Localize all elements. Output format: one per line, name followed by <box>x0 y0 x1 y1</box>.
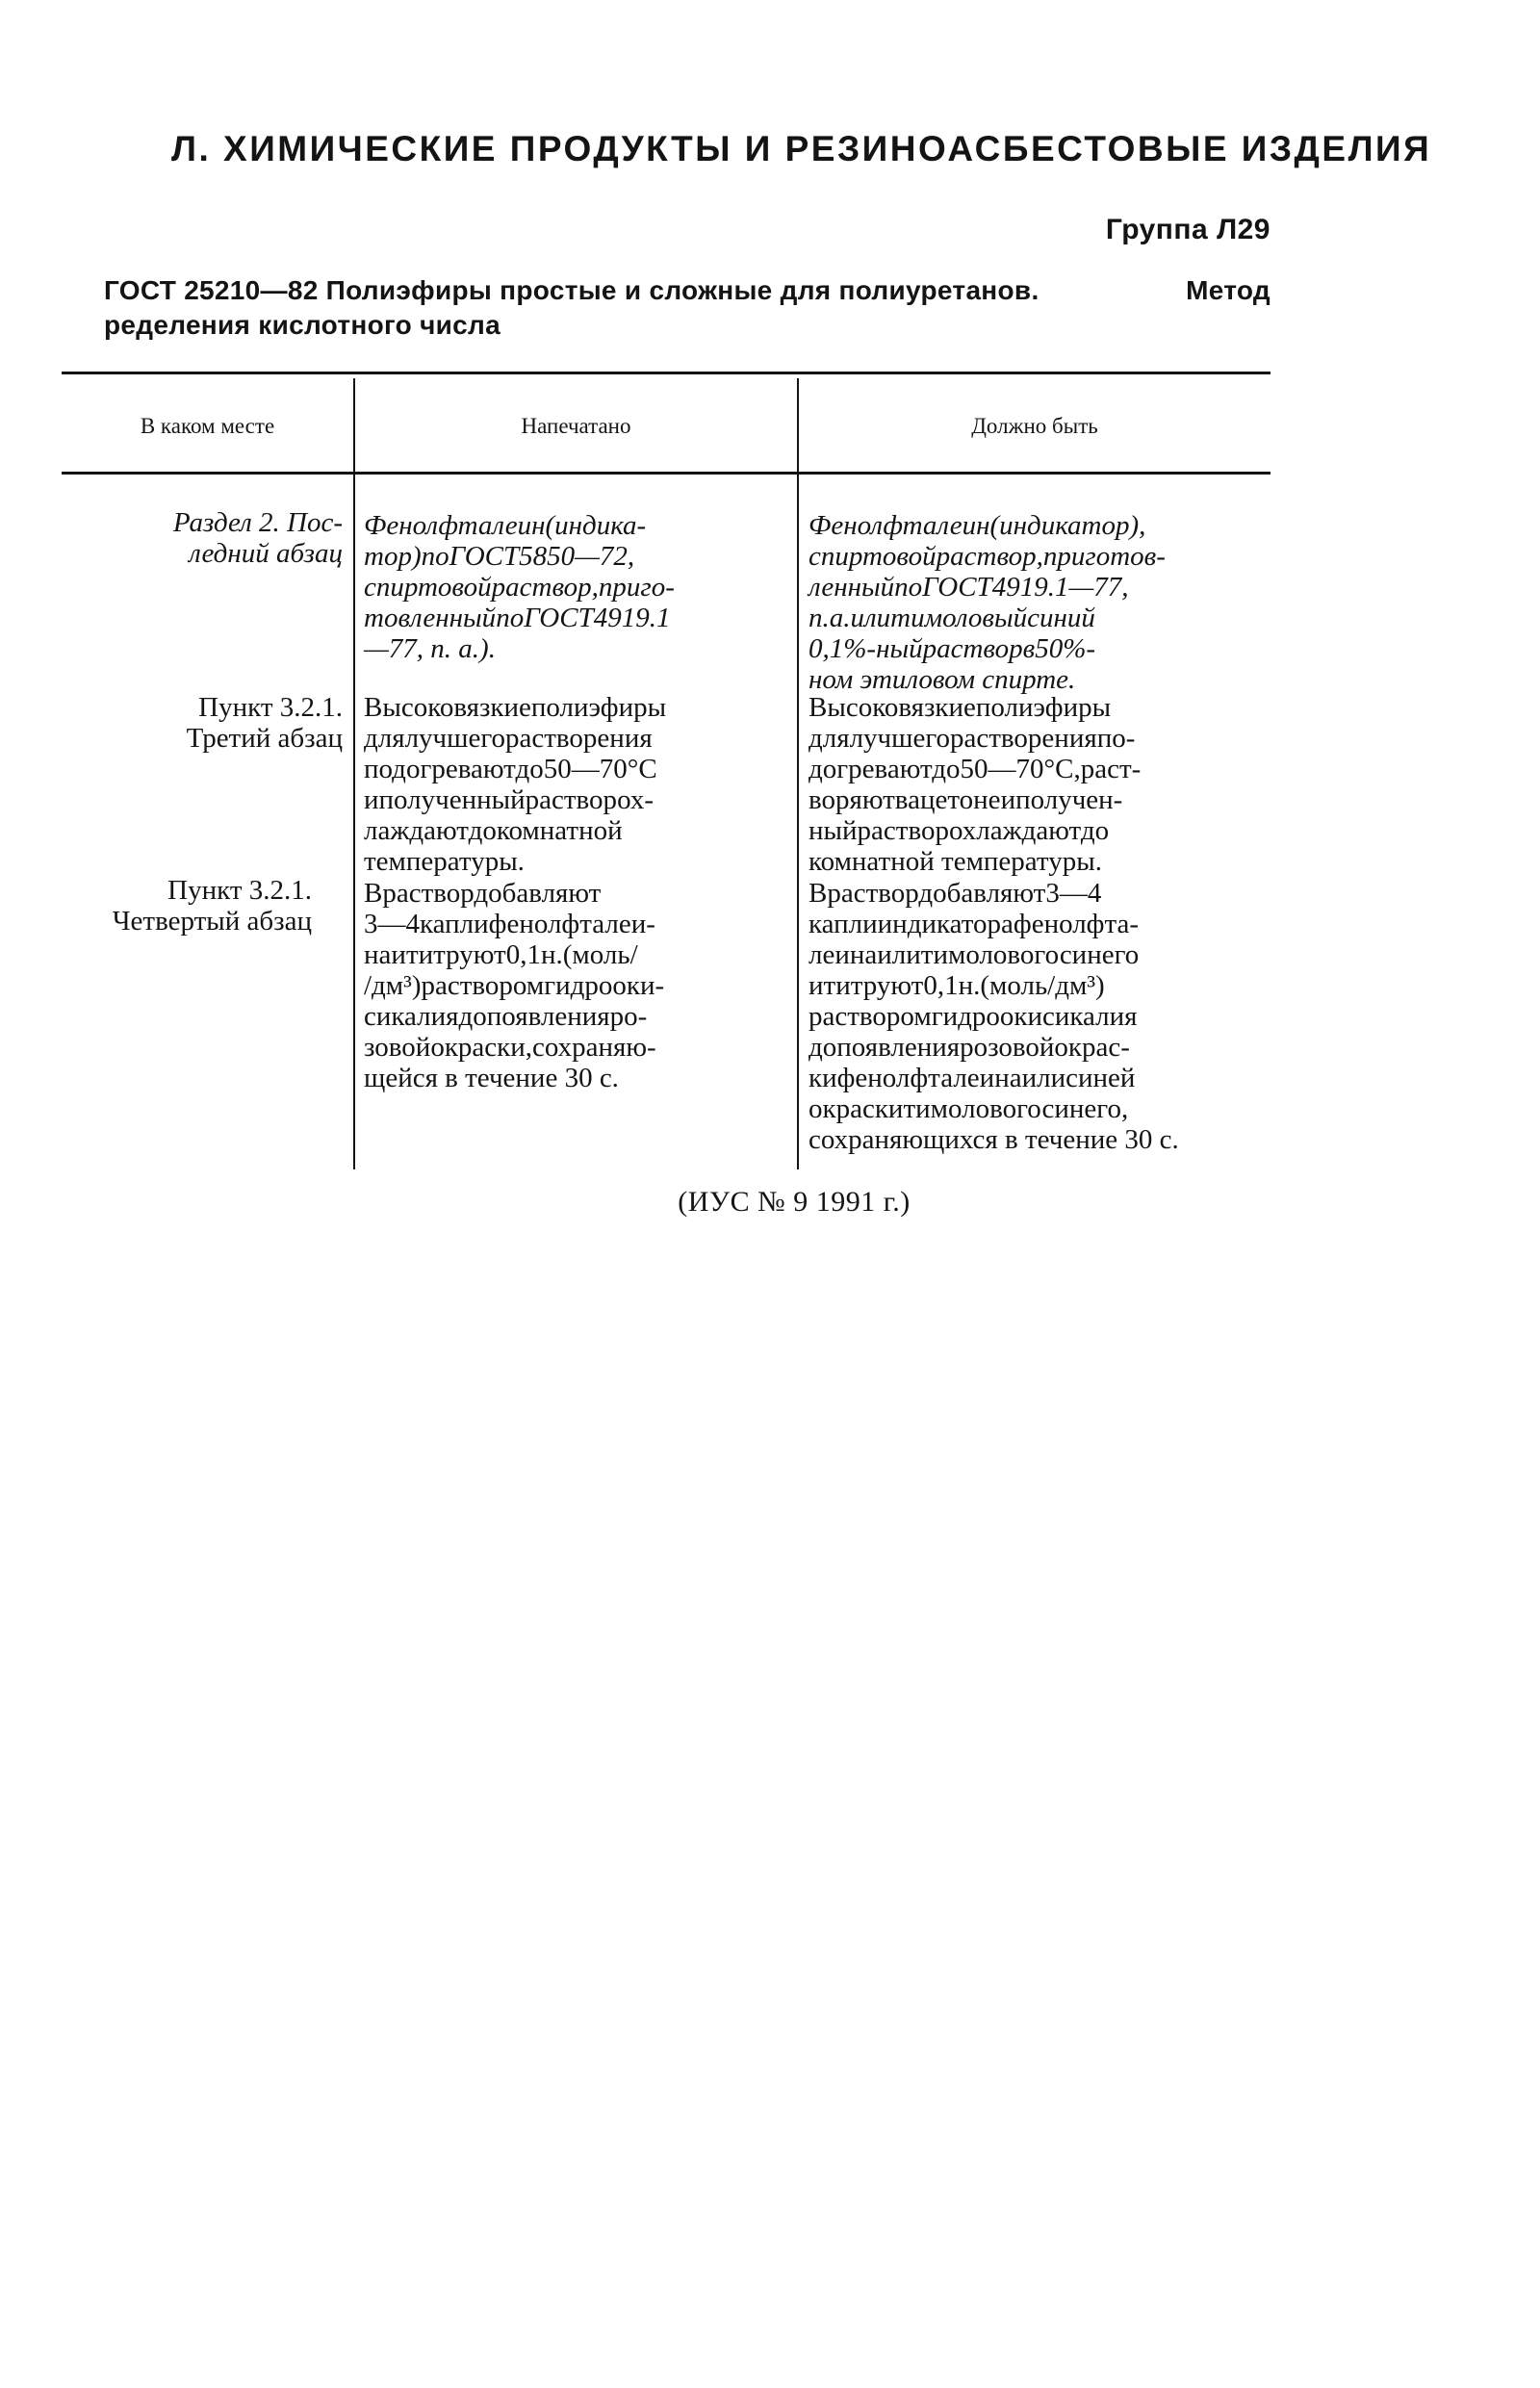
table-column-divider-1 <box>353 378 355 1169</box>
row-3-printed-line: наититруют0,1н.(моль/ <box>364 939 638 970</box>
row-3-printed-line: 3—4каплифенолфталеи- <box>364 909 655 939</box>
row-2-printed-line: длялучшегорастворения <box>364 723 653 754</box>
row-1-place <box>62 507 343 569</box>
row-2-place <box>62 692 343 754</box>
row-1-printed-line: —77, п. а.). <box>364 633 496 664</box>
row-2-printed-line: температуры. <box>364 846 525 877</box>
group-label: Группа Л29 <box>1105 214 1270 245</box>
row-2-printed-line: иполученныйрастворох- <box>364 784 654 815</box>
row-3-place-line: Пункт 3.2.1. <box>167 875 312 906</box>
row-1-should-be <box>808 510 1270 695</box>
row-1-printed-line: спиртовойраствор,приго- <box>364 572 675 603</box>
row-1-printed-line: тор)поГОСТ5850—72, <box>364 541 635 572</box>
row-1-printed <box>364 510 787 664</box>
gost-title-text: ГОСТ 25210—82 Полиэфиры простые и сложные для полиуретанов. <box>104 275 1040 305</box>
section-title: Л. ХИМИЧЕСКИЕ ПРОДУКТЫ И РЕЗИНОАСБЕСТОВЫЕ ИЗДЕЛИЯ <box>171 129 1432 168</box>
row-3-printed-line: Враствордобавляют <box>364 878 602 909</box>
row-3-printed-line: щейся в течение 30 с. <box>364 1063 619 1093</box>
row-2-place-line: Пункт 3.2.1. <box>198 692 343 723</box>
row-1-should-be-line: ном этиловом спирте. <box>808 664 1076 695</box>
publication-reference <box>0 1186 1540 1219</box>
table-header-rule <box>62 472 1270 475</box>
row-3-should-be-line: Враствордобавляют3—4 <box>808 878 1102 909</box>
row-1-should-be-line: спиртовойраствор,приготов- <box>808 541 1166 572</box>
row-1-should-be-line: ленныйпоГОСТ4919.1—77, <box>808 572 1129 603</box>
row-3-printed-line: /дм³)растворомгидрооки- <box>364 970 665 1001</box>
row-1-should-be-line: Фенолфталеин(индикатор), <box>808 510 1146 541</box>
row-1-place-line: ледний абзац <box>189 538 343 569</box>
row-3-should-be-line: ититруют0,1н.(моль/дм³) <box>808 970 1105 1001</box>
row-2-printed-line: лаждаютдокомнатной <box>364 815 623 846</box>
row-3-should-be-line: каплииндикаторафенолфта- <box>808 909 1140 939</box>
row-1-printed-line: товленныйпоГОСТ4919.1 <box>364 603 671 633</box>
row-2-should-be-line: комнатной температуры. <box>808 846 1102 877</box>
row-3-printed <box>364 878 787 1093</box>
publication-reference-text: (ИУС № 9 1991 г.) <box>678 1186 911 1218</box>
row-3-should-be-line: леинаилитимоловогосинего <box>808 939 1140 970</box>
row-2-should-be-line: длялучшегорастворенияпо- <box>808 723 1136 754</box>
row-2-printed-line: Высоковязкиеполиэфиры <box>364 692 667 723</box>
row-3-should-be-line: сохраняющихся в течение 30 с. <box>808 1124 1179 1155</box>
table-top-rule <box>62 372 1270 374</box>
row-3-printed-line: сикалиядопоявленияро- <box>364 1001 648 1032</box>
row-3-should-be <box>808 878 1270 1155</box>
gost-title-line-2: ределения кислотного числа <box>104 310 500 340</box>
row-2-should-be-line: догреваютдо50—70°С,раст- <box>808 754 1142 784</box>
row-2-should-be-line: воряютвацетонеиполучен- <box>808 784 1123 815</box>
row-2-should-be-line: Высоковязкиеполиэфиры <box>808 692 1112 723</box>
row-1-should-be-line: 0,1%-ныйрастворв50%- <box>808 633 1096 664</box>
row-2-should-be <box>808 692 1270 877</box>
gost-title-line-1 <box>104 273 1270 308</box>
row-3-should-be-line: окраскитимоловогосинего, <box>808 1093 1129 1124</box>
row-3-place <box>62 875 312 937</box>
row-1-place-line: Раздел 2. Пос- <box>172 507 343 538</box>
column-header-place: В каком месте <box>140 414 275 438</box>
row-1-should-be-line: п.а.илитимоловыйсиний <box>808 603 1095 633</box>
column-header-should-be: Должно быть <box>971 414 1098 438</box>
row-3-should-be-line: кифенолфталеинаилисиней <box>808 1063 1136 1093</box>
row-3-place-line: Четвертый абзац <box>112 906 312 937</box>
column-header-printed: Напечатано <box>521 414 631 438</box>
gost-title-method: Метод <box>1186 275 1270 305</box>
row-2-printed-line: подогреваютдо50—70°С <box>364 754 657 784</box>
row-3-should-be-line: растворомгидроокисикалия <box>808 1001 1138 1032</box>
row-2-should-be-line: ныйрастворохлаждаютдо <box>808 815 1110 846</box>
row-3-printed-line: зовойокраски,сохраняю- <box>364 1032 656 1063</box>
table-column-divider-2 <box>797 378 799 1169</box>
row-3-should-be-line: допоявлениярозовойокрас- <box>808 1032 1130 1063</box>
gost-title <box>104 273 1270 343</box>
row-2-printed <box>364 692 787 877</box>
row-2-place-line: Третий абзац <box>186 723 343 754</box>
row-1-printed-line: Фенолфталеин(индика- <box>364 510 647 541</box>
